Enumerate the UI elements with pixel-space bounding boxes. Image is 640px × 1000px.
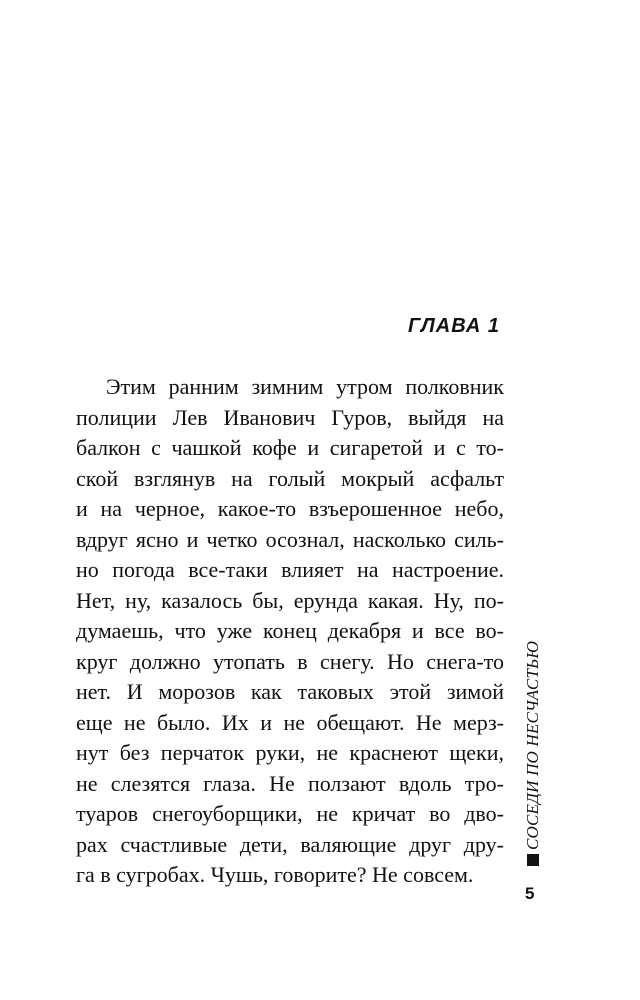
running-title — [519, 626, 547, 870]
text-line: не слезятся глаза. Не ползают вдоль тро- — [76, 770, 504, 796]
text-line: балкон с чашкой кофе и сигаретой и с то- — [76, 435, 504, 460]
running-title-text: СОСЕДИ ПО НЕСЧАСТЬЮ — [523, 640, 542, 850]
text-line: и на черное, какое-то взъерошенное небо, — [76, 496, 504, 521]
square-marker-icon — [527, 854, 539, 866]
text-line: нут без перчаток руки, не краснеют щеки, — [76, 740, 504, 765]
body-paragraph — [76, 372, 504, 891]
chapter-heading: ГЛАВА 1 — [408, 315, 500, 337]
text-line: вдруг ясно и четко осознал, насколько силь- — [76, 526, 504, 552]
page-number: 5 — [525, 884, 535, 903]
text-line: но погода все-таки влияет на настроение. — [76, 557, 504, 582]
text-line: туаров снегоуборщики, не кричат во дво- — [76, 801, 504, 826]
text-line: еще не было. Их и не обещают. Не мерз- — [76, 709, 504, 735]
text-line: га в сугробах. Чушь, говорите? Не совсем. — [76, 862, 474, 887]
text-line: круг должно утопать в снегу. Но снега-то — [76, 648, 504, 674]
text-line: ской взглянув на голый мокрый асфальт — [76, 465, 504, 491]
text-line: рах счастливые дети, валяющие друг дру- — [76, 831, 504, 857]
text-line: Нет, ну, казалось бы, ерунда какая. Ну, по- — [76, 587, 504, 613]
text-line: нет. И морозов как таковых этой зимой — [76, 679, 504, 704]
text-line: Этим ранним зимним утром полковник — [106, 374, 504, 399]
text-line: думаешь, что уже конец декабря и все во- — [76, 618, 504, 643]
text-line: полиции Лев Иванович Гуров, выйдя на — [76, 404, 504, 430]
